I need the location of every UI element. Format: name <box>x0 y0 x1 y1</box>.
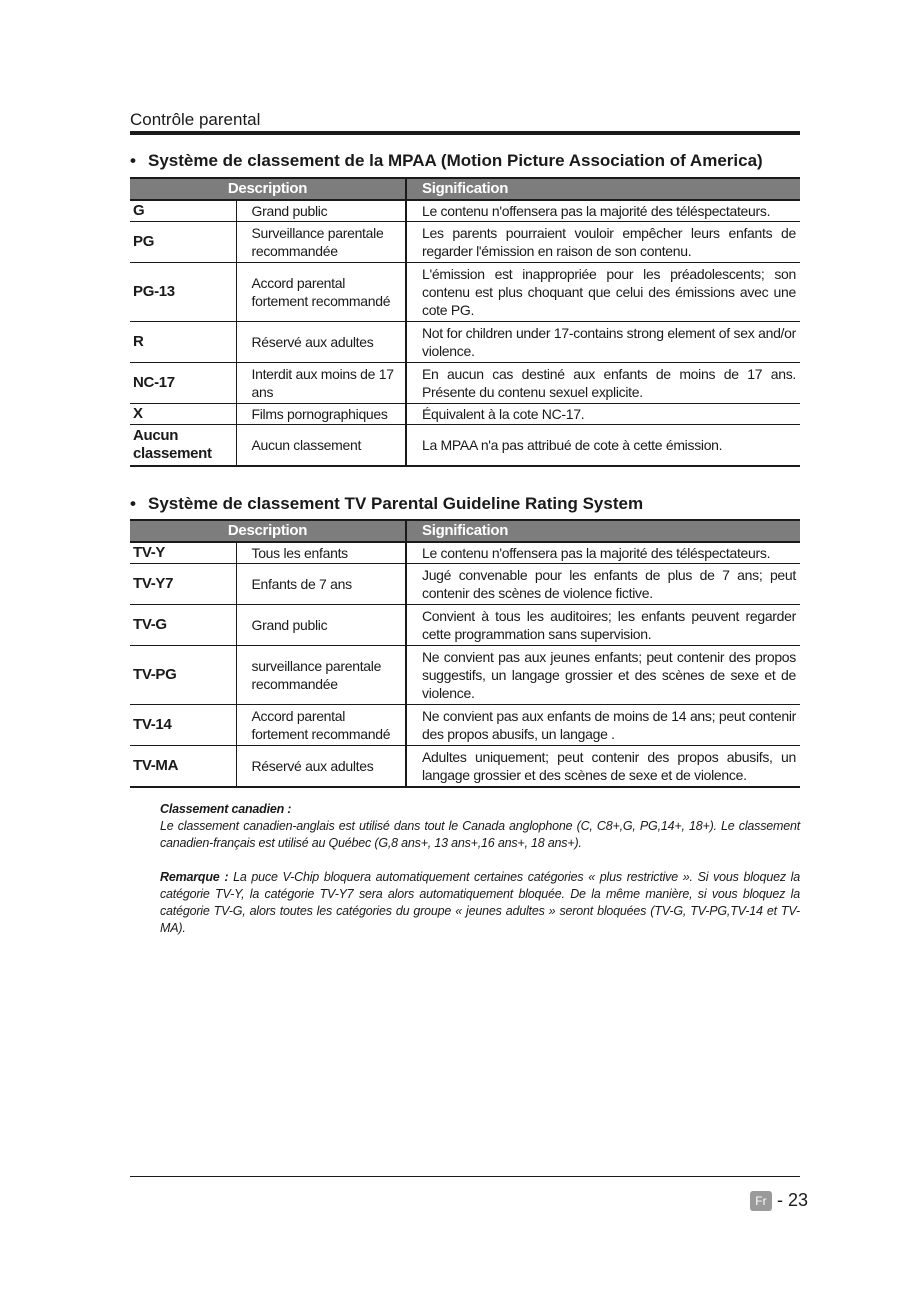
table-row <box>130 200 800 222</box>
table-row <box>130 705 800 746</box>
notes-block <box>160 801 800 937</box>
rating-code: TV-14 <box>130 705 236 746</box>
rating-description: Grand public <box>236 200 406 222</box>
table-row <box>130 363 800 404</box>
table-header-row <box>130 178 800 200</box>
mpaa-heading <box>130 151 810 171</box>
remark-paragraph <box>160 869 800 937</box>
rating-signification: Le contenu n'offensera pas la majorité des téléspectateurs. <box>406 200 800 222</box>
canadian-rating-text: Le classement canadien-anglais est utilisé dans tout le Canada anglophone (C, C8+,G, PG,14+, 18+). Le classement canadien-français est utilisé au Québec (G,8 ans+, 13 ans+,16 ans+, 18 ans+). <box>160 819 800 850</box>
mpaa-heading-text: Système de classement de la MPAA (Motion Picture Association of America) <box>148 151 763 170</box>
table-row <box>130 605 800 646</box>
mpaa-rating-table <box>130 177 800 467</box>
page-number-text: - 23 <box>776 1190 808 1210</box>
table-row <box>130 322 800 363</box>
rating-description: Interdit aux moins de 17 ans <box>236 363 406 404</box>
rating-code: TV-Y <box>130 542 236 564</box>
rating-code: NC-17 <box>130 363 236 404</box>
rating-description: Tous les enfants <box>236 542 406 564</box>
rating-signification: L'émission est inappropriée pour les préadolescents; son contenu est plus choquant que celui des émissions avec une cote PG. <box>406 263 800 322</box>
column-header-description: Description <box>130 178 406 200</box>
rating-signification: Jugé convenable pour les enfants de plus de 7 ans; peut contenir des scènes de violence fictive. <box>406 564 800 605</box>
bullet-icon: • <box>130 494 136 513</box>
rating-code: PG <box>130 222 236 263</box>
rating-code: Aucun classement <box>130 425 236 466</box>
table-row <box>130 542 800 564</box>
rating-code: TV-Y7 <box>130 564 236 605</box>
rating-signification: La MPAA n'a pas attribué de cote à cette émission. <box>406 425 800 466</box>
rating-description: Surveillance parentale recommandée <box>236 222 406 263</box>
table-row <box>130 646 800 705</box>
remark-text: La puce V-Chip bloquera automatiquement certaines catégories « plus restrictive ». Si vous bloquez la catégorie TV-Y, la catégorie TV-Y7 sera alors automatiquement bloquée. De la même manière, si vous bloquez la catégorie TV-G, alors toutes les catégories du groupe « jeunes adultes » seront bloquées (TV-G, TV-PG,TV-14 et TV-MA). <box>160 870 800 935</box>
table-header-row <box>130 520 800 542</box>
rating-signification: Ne convient pas aux jeunes enfants; peut contenir des propos suggestifs, un langage grossier et des scènes de sexe et de violence. <box>406 646 800 705</box>
rating-code: R <box>130 322 236 363</box>
rating-description: Accord parental fortement recommandé <box>236 263 406 322</box>
rating-code: X <box>130 404 236 425</box>
language-badge: Fr <box>750 1191 772 1211</box>
bullet-icon: • <box>130 151 136 170</box>
rating-signification: Les parents pourraient vouloir empêcher leurs enfants de regarder l'émission en raison de son contenu. <box>406 222 800 263</box>
column-header-signification: Signification <box>406 520 800 542</box>
rating-code: TV-G <box>130 605 236 646</box>
table-row <box>130 564 800 605</box>
rating-signification: Not for children under 17-contains strong element of sex and/or violence. <box>406 322 800 363</box>
tv-heading <box>130 494 810 514</box>
rating-description: Aucun classement <box>236 425 406 466</box>
rating-signification: Ne convient pas aux enfants de moins de 14 ans; peut contenir des propos abusifs, un langage . <box>406 705 800 746</box>
column-header-signification: Signification <box>406 178 800 200</box>
table-row <box>130 746 800 787</box>
rating-signification: Convient à tous les auditoires; les enfants peuvent regarder cette programmation sans supervision. <box>406 605 800 646</box>
table-row <box>130 404 800 425</box>
rating-description: Films pornographiques <box>236 404 406 425</box>
rating-description: Enfants de 7 ans <box>236 564 406 605</box>
table-row <box>130 222 800 263</box>
rating-code: G <box>130 200 236 222</box>
rating-description: surveillance parentale recommandée <box>236 646 406 705</box>
remark-label: Remarque : <box>160 870 229 884</box>
rating-description: Réservé aux adultes <box>236 746 406 787</box>
rating-description: Accord parental fortement recommandé <box>236 705 406 746</box>
rating-code: PG-13 <box>130 263 236 322</box>
rating-signification: En aucun cas destiné aux enfants de moins de 17 ans. Présente du contenu sexuel explicite. <box>406 363 800 404</box>
column-header-description: Description <box>130 520 406 542</box>
footer-divider <box>130 1176 800 1177</box>
rating-signification: Le contenu n'offensera pas la majorité des téléspectateurs. <box>406 542 800 564</box>
tv-heading-text: Système de classement TV Parental Guideline Rating System <box>148 494 644 513</box>
rating-code: TV-PG <box>130 646 236 705</box>
tv-rating-table <box>130 519 800 788</box>
rating-code: TV-MA <box>130 746 236 787</box>
canadian-rating-title: Classement canadien : <box>160 802 292 816</box>
section-title: Contrôle parental <box>130 110 800 135</box>
rating-signification: Équivalent à la cote NC-17. <box>406 404 800 425</box>
rating-signification: Adultes uniquement; peut contenir des propos abusifs, un langage grossier et des scènes de sexe et de violence. <box>406 746 800 787</box>
page-number <box>750 1189 808 1211</box>
table-row <box>130 263 800 322</box>
rating-description: Grand public <box>236 605 406 646</box>
table-row <box>130 425 800 466</box>
rating-description: Réservé aux adultes <box>236 322 406 363</box>
